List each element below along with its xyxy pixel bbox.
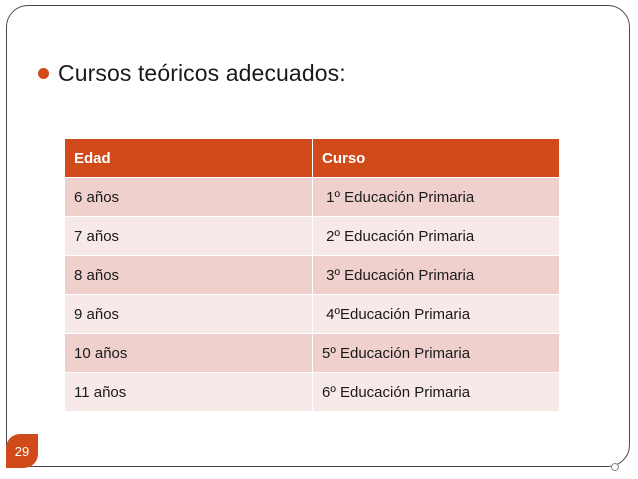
bullet-text: Cursos teóricos adecuados: [58,60,346,86]
table-cell-age: 8 años [65,256,313,295]
header-edad: Edad [65,139,313,178]
header-curso: Curso [313,139,560,178]
table-cell-course: 1º Educación Primaria [313,178,560,217]
page-number-badge [6,434,38,468]
bullet-icon [38,68,49,79]
table-row [65,178,560,217]
table-row [65,295,560,334]
table-cell-course: 4ºEducación Primaria [313,295,560,334]
courses-table [64,138,560,412]
table-cell-course: 6º Educación Primaria [313,373,560,412]
table-cell-age: 11 años [65,373,313,412]
table-cell-course: 3º Educación Primaria [313,256,560,295]
table-cell-age: 10 años [65,334,313,373]
page-number: 29 [14,443,30,459]
table-cell-age: 7 años [65,217,313,256]
table-row [65,256,560,295]
table-row [65,217,560,256]
table-row [65,373,560,412]
table-row [65,334,560,373]
table-header-row [65,139,560,178]
table-cell-course: 5º Educación Primaria [313,334,560,373]
table-cell-age: 6 años [65,178,313,217]
corner-handle-icon [611,463,619,471]
table-cell-course: 2º Educación Primaria [313,217,560,256]
table-cell-age: 9 años [65,295,313,334]
bullet-point [38,60,346,87]
